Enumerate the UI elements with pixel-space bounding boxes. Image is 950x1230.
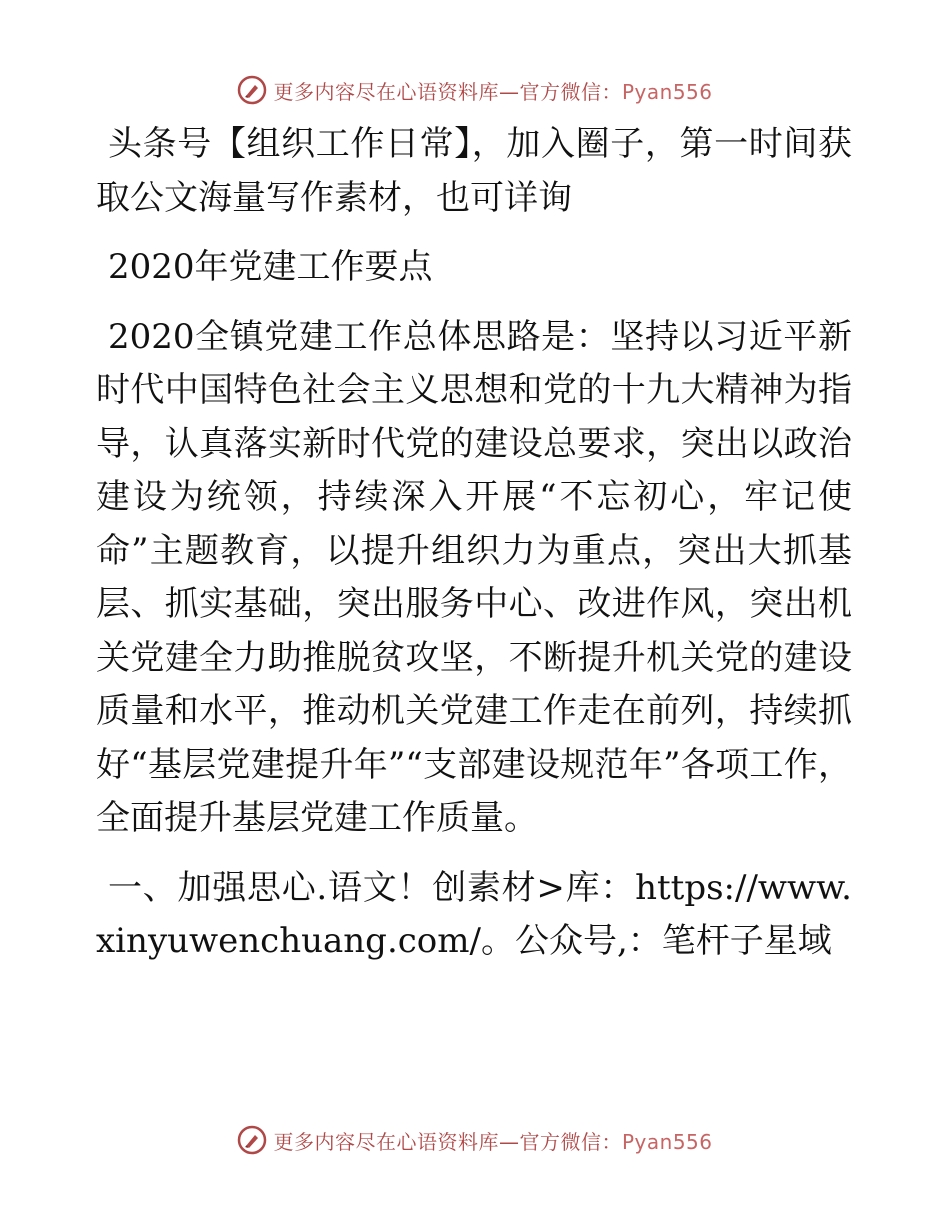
section-heading: 一、加强思心.语文！创素材>库：https://www.xinyuwenchuang.com/。公众号,：笔杆子星域 (96, 867, 852, 961)
body-paragraph: 2020全镇党建工作总体思路是：坚持以习近平新时代中国特色社会主义思想和党的十九大精神为指导，认真落实新时代党的建设总要求，突出以政治建设为统领，持续深入开展“不忘初心，牢记使命”主题教育，以提升组织力为重点，突出大抓基层、抓实基础，突出服务中心、改进作风，突出机关党建全力助推脱贫攻坚，不断提升机关党的建设质量和水平，推动机关党建工作走在前列，持续抓好“基层党建提升年”“支部建设规范年”各项工作，全面提升基层党建工作质量。 (96, 316, 852, 838)
watermark-banner-bottom (0, 1120, 950, 1160)
pen-logo-icon (237, 1125, 267, 1155)
document-body (96, 118, 852, 969)
document-title: 2020年党建工作要点 (108, 247, 433, 287)
watermark-text: 更多内容尽在心语资料库—官方微信：Pyan556 (273, 79, 713, 104)
pen-logo-icon (237, 75, 267, 105)
wechat-id: Pyan556 (621, 79, 713, 104)
watermark-text: 更多内容尽在心语资料库—官方微信：Pyan556 (273, 1129, 713, 1154)
watermark-banner-top (0, 70, 950, 110)
intro-paragraph: 头条号【组织工作日常】，加入圈子，第一时间获取公文海量写作素材，也可详询 (96, 124, 852, 218)
wechat-id: Pyan556 (621, 1129, 713, 1154)
